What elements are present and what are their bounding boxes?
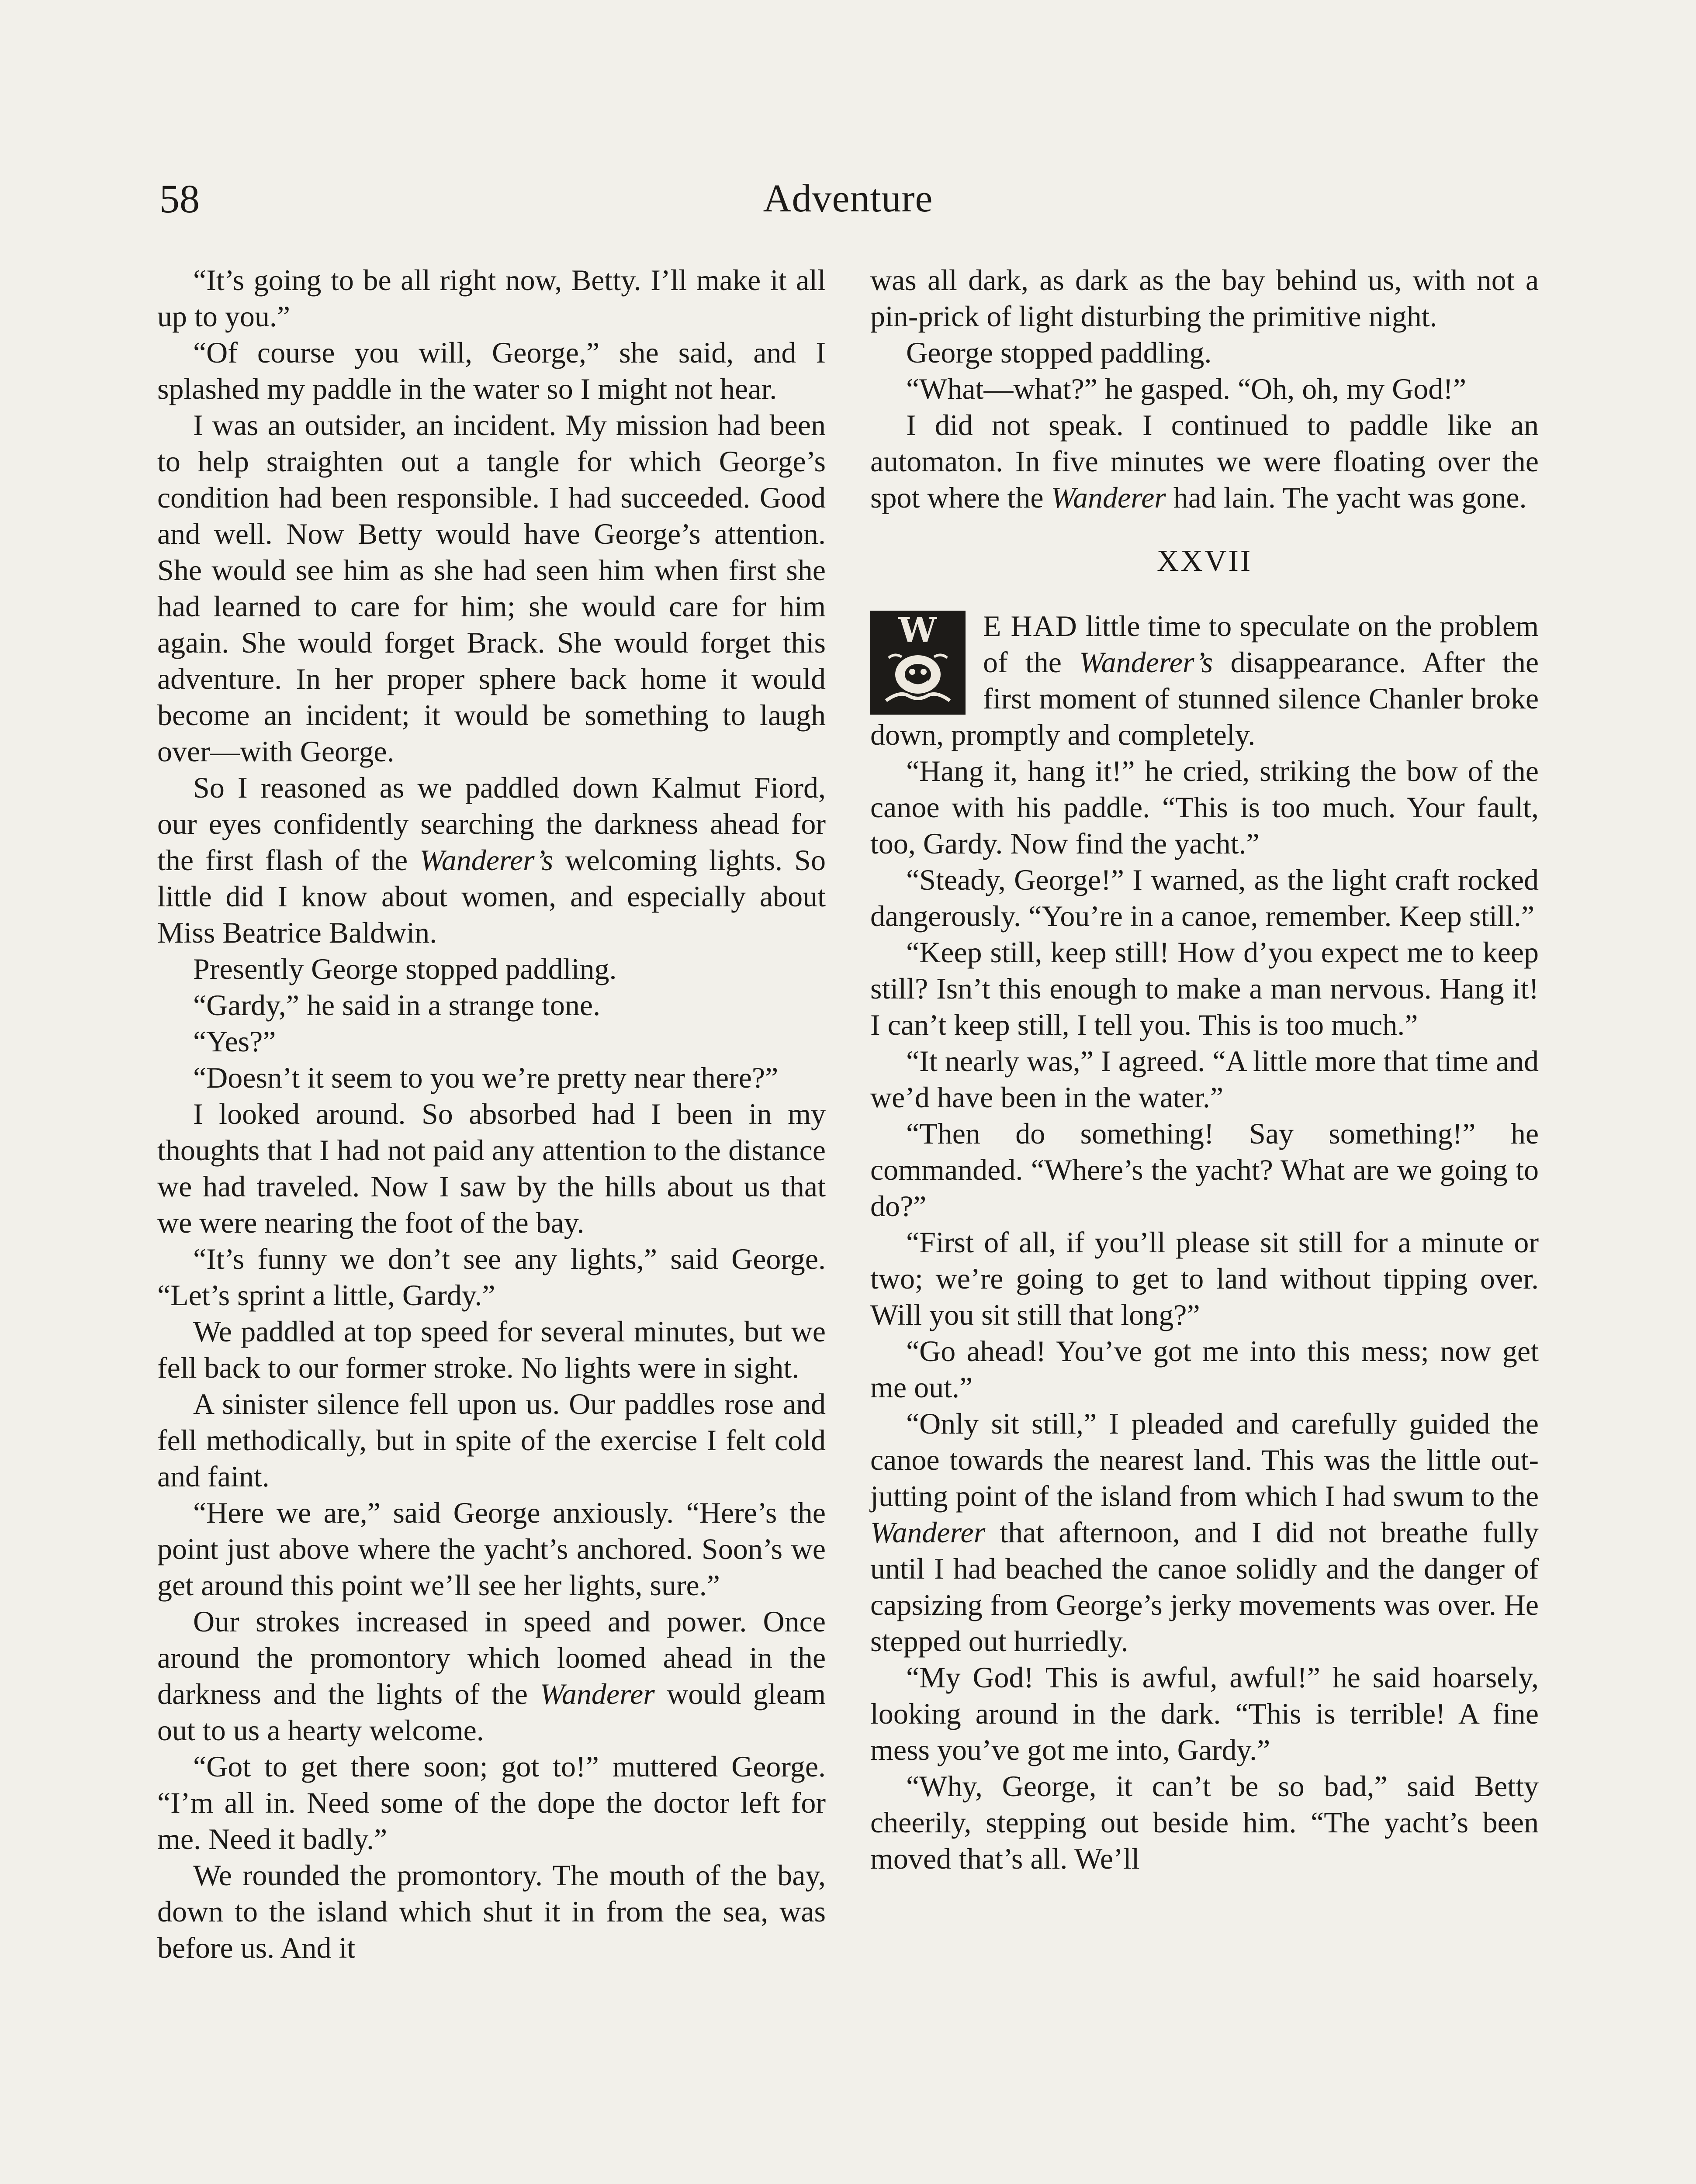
drop-cap-ornament-icon — [882, 649, 954, 705]
paragraph: “Then do something! Say something!” he commanded. “Where’s the yacht? What are we going to do?” — [870, 1117, 1539, 1223]
paragraph: “It’s going to be all right now, Betty. I’ll make it all up to you.” — [157, 263, 826, 333]
text-run: would gleam out to us a hearty welcome. — [157, 1677, 826, 1747]
text-run: that afternoon, and I did not breathe fully until I had beached the canoe solidly and the danger of capsizing from George’s jerky movements was over. He stepped out hurriedly. — [870, 1516, 1539, 1658]
paragraph: A sinister silence fell upon us. Our paddles rose and fell methodically, but in spite of the exercise I felt cold and faint. — [157, 1387, 826, 1493]
italic-ship-name: Wanderer — [1051, 481, 1166, 514]
drop-cap-letter: W — [898, 610, 938, 650]
paragraph: “Yes?” — [193, 1025, 276, 1058]
text-run: welcoming lights. So little did I know about women, and especially about Miss Beatrice Baldwin. — [157, 843, 826, 949]
text-run: So I reasoned as we paddled down Kalmut Fiord, our eyes confidently searching the darkness ahead for the first flash of the — [157, 771, 826, 877]
paragraph: We rounded the promontory. The mouth of the bay, down to the island which shut it in from the sea, was before us. And it — [157, 1859, 826, 1964]
paragraph: “Doesn’t it seem to you we’re pretty near there?” — [193, 1061, 779, 1094]
paragraph: “Got to get there soon; got to!” muttered George. “I’m all in. Need some of the dope the doctor left for me. Need it badly.” — [157, 1750, 826, 1856]
text-run: “Only sit still,” I pleaded and carefully guided the canoe towards the nearest land. This was the little out-jutting point of the island from which I had swum to the — [870, 1407, 1539, 1513]
text-run: Our strokes increased in speed and power. Once around the promontory which loomed ahead in the darkness and the lights of the — [157, 1605, 826, 1711]
left-column — [157, 262, 826, 1966]
paragraph: “First of all, if you’ll please sit still for a minute or two; we’re going to get to land without tipping over. Will you sit still that long?” — [870, 1226, 1539, 1331]
text-run: I did not speak. I continued to paddle like an automaton. In five minutes we were floating over the spot where the — [870, 408, 1539, 514]
paragraph: George stopped paddling. — [906, 336, 1212, 369]
italic-ship-name: Wanderer — [540, 1677, 655, 1711]
smallcaps-opening: E HAD — [983, 609, 1078, 643]
italic-ship-name: Wanderer — [870, 1516, 986, 1549]
italic-ship-name: Wanderer’s — [419, 843, 554, 877]
text-run: had lain. The yacht was gone. — [1166, 481, 1527, 514]
paragraph: “Why, George, it can’t be so bad,” said Betty cheerily, stepping out beside him. “The yacht’s been moved that’s all. We’ll — [870, 1769, 1539, 1875]
page-header — [0, 175, 1696, 223]
paragraph: “It nearly was,” I agreed. “A little more that time and we’d have been in the water.” — [870, 1044, 1539, 1114]
paragraph: We paddled at top speed for several minutes, but we fell back to our former stroke. No lights were in sight. — [157, 1315, 826, 1384]
paragraph: Presently George stopped paddling. — [193, 952, 617, 985]
chapter-heading: XXVII — [1156, 544, 1253, 578]
paragraph: I looked around. So absorbed had I been in my thoughts that I had not paid any attention to the distance we had traveled. Now I saw by the hills about us that we were nearing the foot of the bay. — [157, 1097, 826, 1239]
text-run: little time to speculate on the problem of the — [983, 609, 1539, 679]
paragraph: “Of course you will, George,” she said, and I splashed my paddle in the water so I might not hear. — [157, 336, 826, 405]
running-head-title: Adventure — [763, 177, 933, 220]
paragraph: “Here we are,” said George anxiously. “Here’s the point just above where the yacht’s anchored. Soon’s we get around this point we’ll see her lights, sure.” — [157, 1496, 826, 1602]
drop-cap-initial — [870, 611, 966, 715]
paragraph: “What—what?” he gasped. “Oh, oh, my God!” — [906, 372, 1467, 405]
paragraph: “Steady, George!” I warned, as the light craft rocked dangerously. “You’re in a canoe, remember. Keep still.” — [870, 863, 1539, 933]
paragraph: “Keep still, keep still! How d’you expect me to keep still? Isn’t this enough to make a man nervous. Hang it! I can’t keep still, I tell you. This is too much.” — [870, 936, 1539, 1041]
right-column — [870, 262, 1539, 1877]
italic-ship-name: Wanderer’s — [1079, 646, 1213, 679]
page-number: 58 — [159, 176, 200, 221]
paragraph: “Go ahead! You’ve got me into this mess; now get me out.” — [870, 1334, 1539, 1404]
paragraph — [157, 1603, 826, 1749]
chapter-opening — [870, 608, 1539, 753]
paragraph: “My God! This is awful, awful!” he said hoarsely, looking around in the dark. “This is terrible! A fine mess you’ve got me into, Gardy.” — [870, 1661, 1539, 1766]
paragraph: “Hang it, hang it!” he cried, striking the bow of the canoe with his paddle. “This is too much. Your fault, too, Gardy. Now find the yacht.” — [870, 754, 1539, 860]
paragraph — [870, 407, 1539, 516]
paragraph: “Gardy,” he said in a strange tone. — [193, 988, 601, 1022]
paragraph — [870, 1406, 1539, 1659]
paragraph: was all dark, as dark as the bay behind us, with not a pin-prick of light disturbing the primitive night. — [870, 263, 1539, 333]
paragraph — [870, 608, 1539, 753]
paragraph: “It’s funny we don’t see any lights,” said George. “Let’s sprint a little, Gardy.” — [157, 1242, 826, 1312]
paragraph — [157, 770, 826, 951]
text-run: disappearance. After the first moment of stunned silence Chanler broke down, promptly and completely. — [870, 646, 1539, 751]
paragraph: I was an outsider, an incident. My mission had been to help straighten out a tangle for which George’s condition had been responsible. I had succeeded. Good and well. Now Betty would have George’s attention. She would see him as she had seen him when first she had learned to care for him; she would care for him again. She would forget Brack. She would forget this adventure. In her proper sphere back home it would become an incident; it would be something to laugh over—with George. — [157, 408, 826, 768]
